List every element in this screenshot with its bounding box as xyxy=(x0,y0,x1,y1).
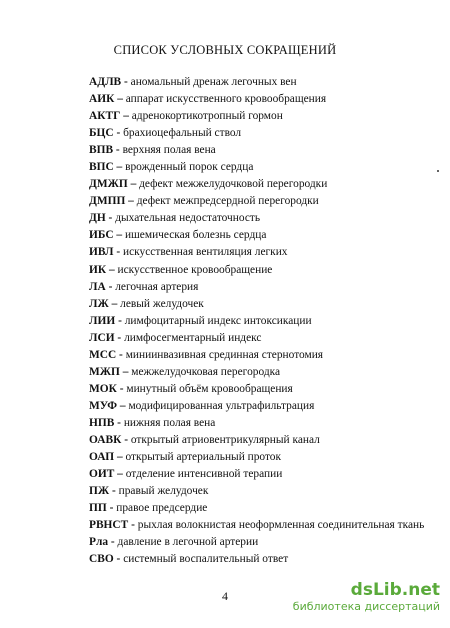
abbreviation-term: АКТГ xyxy=(89,110,121,123)
abbreviation-definition: открытый атриовентрикулярный канал xyxy=(130,433,320,446)
abbreviation-row xyxy=(89,551,439,568)
abbreviation-definition: модифицированная ультрафильтрация xyxy=(128,399,315,412)
abbreviation-separator: – xyxy=(113,161,126,174)
abbreviation-term: МЖП xyxy=(89,365,120,378)
abbreviation-separator: – xyxy=(117,399,129,412)
abbreviation-term: ОАП xyxy=(89,451,115,464)
abbreviation-term: ПЖ xyxy=(89,485,110,498)
abbreviation-separator: - xyxy=(113,246,124,259)
abbreviation-separator: - xyxy=(116,382,127,395)
abbreviation-term: МОК xyxy=(89,382,117,395)
abbreviation-term: БЦС xyxy=(89,127,114,140)
abbreviation-separator: – xyxy=(114,93,126,106)
abbreviation-definition: минутный объём кровообращения xyxy=(126,382,293,395)
abbreviation-separator: - xyxy=(116,348,126,361)
page-title: СПИСОК УСЛОВНЫХ СОКРАЩЕНИЙ xyxy=(113,43,337,57)
abbreviation-term: ОИТ xyxy=(89,468,115,481)
abbreviation-definition: открытый артериальный проток xyxy=(125,451,282,464)
abbreviation-separator: - xyxy=(113,127,124,140)
abbreviation-definition: искусственное кровообращение xyxy=(117,263,273,276)
abbreviation-definition: лимфосегментарный индекс xyxy=(124,331,262,344)
abbreviation-separator: - xyxy=(105,212,116,225)
abbreviation-row xyxy=(89,74,439,91)
abbreviation-definition: лимфоцитарный индекс интоксикации xyxy=(124,314,312,327)
abbreviation-row xyxy=(89,330,439,347)
abbreviation-separator: - xyxy=(121,433,131,446)
abbreviation-definition: миниинвазивная срединная стернотомия xyxy=(125,348,324,361)
abbreviation-row xyxy=(89,432,439,449)
abbreviation-separator: - xyxy=(105,280,116,293)
abbreviation-separator: - xyxy=(114,331,125,344)
abbreviation-definition: правое предсердие xyxy=(116,502,208,515)
abbreviation-row xyxy=(89,296,439,313)
abbreviation-row xyxy=(89,193,439,210)
abbreviation-term: ВПВ xyxy=(89,144,114,157)
abbreviation-separator: - xyxy=(121,76,131,88)
abbreviation-term: ИК xyxy=(89,263,107,276)
abbreviation-definition: аппарат искусственного кровообращения xyxy=(125,93,327,106)
abbreviation-row xyxy=(89,483,439,500)
abbreviation-definition: отделение интенсивной терапии xyxy=(125,468,283,481)
abbreviation-term: НПВ xyxy=(89,416,115,429)
abbreviation-row xyxy=(89,534,439,551)
abbreviation-definition: дыхательная недостаточность xyxy=(115,212,261,225)
abbreviation-term: ЛСИ xyxy=(89,331,115,344)
abbreviation-separator: - xyxy=(113,553,124,566)
abbreviation-separator: – xyxy=(108,297,121,310)
abbreviation-separator: – xyxy=(113,229,125,242)
watermark-logo: dsLib.net xyxy=(350,580,440,600)
abbreviation-separator: – xyxy=(120,110,132,123)
abbreviation-separator: - xyxy=(108,536,118,549)
abbreviation-term: ИВЛ xyxy=(89,246,114,259)
abbreviation-term: ДМПП xyxy=(89,195,126,208)
abbreviation-term: АИК xyxy=(89,93,115,106)
abbreviation-row xyxy=(89,210,439,227)
abbreviation-term: СВО xyxy=(89,553,114,566)
abbreviation-definition: аномальный дренаж легочных вен xyxy=(130,76,297,88)
abbreviation-term: АДЛВ xyxy=(89,76,122,88)
abbreviation-row xyxy=(89,500,439,517)
abbreviation-separator: - xyxy=(109,485,119,498)
abbreviation-definition: системный воспалительный ответ xyxy=(123,553,289,566)
abbreviation-row xyxy=(89,159,439,176)
abbreviation-term: ИБС xyxy=(89,229,114,242)
abbreviation-separator: - xyxy=(114,416,124,429)
abbreviation-definition: верхняя полая вена xyxy=(122,144,216,157)
abbreviation-definition: рыхлая волокнистая неоформленная соединительная ткань xyxy=(137,519,425,532)
abbreviation-row xyxy=(89,279,439,296)
abbreviation-row xyxy=(89,244,439,261)
abbreviation-row xyxy=(89,91,439,108)
abbreviation-term: ОАВК xyxy=(89,433,122,446)
abbreviation-term: ВПС xyxy=(89,161,114,174)
abbreviation-term: ЛА xyxy=(89,280,106,293)
watermark-subtitle: библиотека диссертаций xyxy=(292,600,440,613)
abbreviation-term: МСС xyxy=(89,348,117,361)
abbreviation-definition: левый желудочек xyxy=(120,297,204,310)
abbreviation-term: Рла xyxy=(89,536,109,549)
abbreviation-row xyxy=(89,347,439,364)
abbreviation-separator: – xyxy=(106,263,118,276)
abbreviation-definition: врожденный порок сердца xyxy=(125,161,254,174)
abbreviation-row xyxy=(89,142,439,159)
abbreviation-definition: брахиоцефальный ствол xyxy=(123,127,242,140)
abbreviation-definition: правый желудочек xyxy=(118,485,209,498)
abbreviation-definition: легочная артерия xyxy=(115,280,199,293)
abbreviation-separator: – xyxy=(127,178,140,191)
abbreviation-separator: - xyxy=(106,502,117,515)
abbreviation-term: МУФ xyxy=(89,399,118,412)
abbreviation-separator: – xyxy=(114,451,126,464)
abbreviation-row xyxy=(89,176,439,193)
abbreviation-row xyxy=(89,125,439,142)
abbreviation-row xyxy=(89,262,439,279)
watermark[interactable] xyxy=(293,580,440,613)
abbreviation-row xyxy=(89,313,439,330)
abbreviation-row xyxy=(89,415,439,432)
abbreviation-separator: – xyxy=(114,468,126,481)
abbreviation-term: ДН xyxy=(89,212,106,225)
stray-mark xyxy=(437,170,439,172)
abbreviation-term: ЛЖ xyxy=(89,297,109,310)
abbreviation-separator: - xyxy=(128,519,138,532)
abbreviation-separator: – xyxy=(119,365,132,378)
abbreviation-row xyxy=(89,108,439,125)
abbreviation-separator: – xyxy=(125,195,137,208)
abbreviation-row xyxy=(89,449,439,466)
abbreviation-separator: - xyxy=(115,314,125,327)
abbreviation-definition: давление в легочной артерии xyxy=(117,536,259,549)
abbreviation-term: ПП xyxy=(89,502,107,515)
abbreviation-term: ДМЖП xyxy=(89,178,128,191)
abbreviation-definition: межжелудочковая перегородка xyxy=(131,365,281,378)
abbreviation-row xyxy=(89,398,439,415)
abbreviation-term: ЛИИ xyxy=(89,314,116,327)
abbreviation-list xyxy=(89,74,439,568)
abbreviation-definition: нижняя полая вена xyxy=(123,416,216,429)
abbreviation-definition: адренокортикотропный гормон xyxy=(131,110,283,123)
abbreviation-row xyxy=(89,364,439,381)
abbreviation-row xyxy=(89,466,439,483)
abbreviation-row xyxy=(89,517,439,534)
abbreviation-row xyxy=(89,381,439,398)
abbreviation-definition: дефект межжелудочковой перегородки xyxy=(139,178,328,191)
abbreviation-row xyxy=(89,227,439,244)
abbreviation-definition: дефект межпредсердной перегородки xyxy=(136,195,319,208)
page-number: 4 xyxy=(222,589,228,603)
abbreviation-definition: ишемическая болезнь сердца xyxy=(124,229,267,242)
abbreviation-definition: искусственная вентиляция легких xyxy=(123,246,288,259)
abbreviation-term: РВНСТ xyxy=(89,519,129,532)
abbreviation-separator: - xyxy=(113,144,123,157)
